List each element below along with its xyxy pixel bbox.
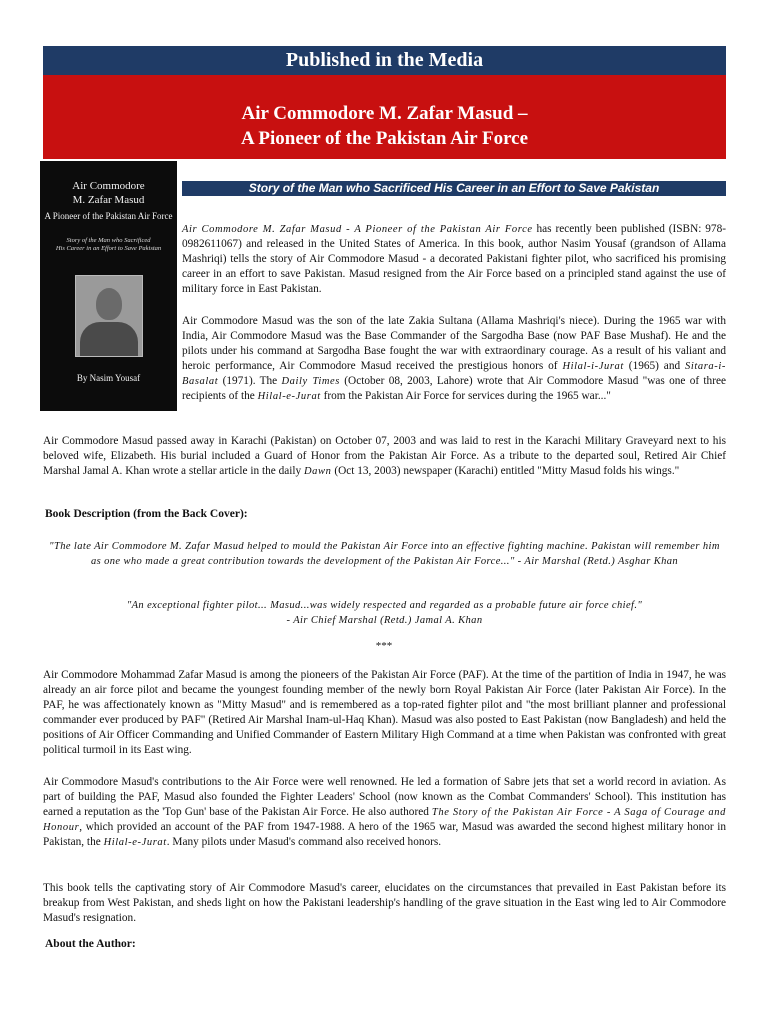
about-author-heading: About the Author: bbox=[45, 938, 136, 950]
intro-p1-text: has recently been published (ISBN: 978-0982611067) and released in the United States of America. In this book, author Nasim Yousaf (grandson of Allama Mashriqi) tells the story of Air Commodore Masud - a decorated Pakistani fighter pilot, who sacrificed his promising career in an effort to save Pakistan. Masud resigned from the Air Force based on a principled stand against the use of military force in East Pakistan. bbox=[182, 223, 726, 295]
separator-stars: *** bbox=[375, 640, 393, 652]
intro-paragraph-1 bbox=[182, 222, 726, 297]
p2-sitara: Sitara-i-Basalat bbox=[182, 361, 726, 387]
portrait-shoulders bbox=[80, 322, 138, 357]
cover-title-line-2: M. Zafar Masud bbox=[72, 194, 145, 206]
quote-jamal-khan-attribution: - Air Chief Marshal (Retd.) Jamal A. Khan bbox=[286, 615, 483, 626]
p2-text-d: (October 08, 2003, Lahore) wrote that Air Commodore Masud "was one of three recipients of the bbox=[182, 375, 726, 402]
book-cover-image bbox=[40, 161, 177, 411]
ac2-text-a: Air Commodore Masud's contributions to the Air Force were well renowned. He led a formation of Sabre jets that set a world record in aviation. As part of building the PAF, Masud also founded the Fighter Leaders' School (now known as the Combat Commanders' School). This institution has earned a reputation as the 'Top Gun' base of the Pakistan Air Force. He also authored bbox=[43, 776, 726, 818]
p2-daily-times: Daily Times bbox=[281, 376, 340, 387]
section-label: Published in the Media bbox=[285, 49, 484, 71]
p3-dawn: Dawn bbox=[304, 466, 332, 477]
book-description-heading: Book Description (from the Back Cover): bbox=[45, 508, 248, 520]
title-line-2: A Pioneer of the Pakistan Air Force bbox=[240, 128, 529, 149]
cover-subtitle: A Pioneer of the Pakistan Air Force bbox=[44, 211, 173, 221]
body-paragraph-3: This book tells the captivating story of Air Commodore Masud's career, elucidates on the circumstances that prevailed in East Pakistan before its breakup from West Pakistan, and sheds light on how the Pakistani leadership's handling of the grave situation in the East wing led to Air Commodore Masud's resignation. bbox=[43, 882, 726, 924]
cover-title bbox=[40, 179, 177, 207]
body-paragraph-2 bbox=[43, 775, 726, 850]
intro-paragraph-2 bbox=[182, 314, 726, 404]
quote-jamal-khan bbox=[43, 598, 726, 628]
title-banner bbox=[43, 75, 726, 159]
cover-tagline bbox=[46, 237, 171, 253]
cover-tagline-line-2: His Career in an Effort to Save Pakistan bbox=[55, 245, 162, 252]
cover-author: By Nasim Yousaf bbox=[76, 373, 141, 383]
cover-title-line-1: Air Commodore bbox=[72, 180, 145, 192]
quote-asghar-khan: "The late Air Commodore M. Zafar Masud helped to mould the Pakistan Air Force into an effective fighting machine. Pakistan will remember him as one who made a great contribution towards the development of the Pakistan Air Force..." - Air Marshal (Retd.) Asghar Khan bbox=[49, 541, 720, 567]
p2-text-a: Air Commodore Masud was the son of the late Zakia Sultana (Allama Mashriqi's niece). During the 1965 war with India, Air Commodore Masud was the Base Commander of the Sargodha Base (now PAF Base Mushaf). He and the pilots under his command at Sargodha Base fought the war with extraordinary courage. As a result of his valiant and heroic performance, Air Commodore Masud received the prestigious honors of bbox=[182, 315, 726, 372]
ac2-text-c: . Many pilots under Masud's command also received honors. bbox=[166, 836, 442, 848]
p2-text-b: (1965) and bbox=[623, 360, 686, 372]
ac2-hilal: Hilal-e-Jurat bbox=[103, 837, 167, 848]
intro-paragraph-3 bbox=[43, 434, 726, 479]
p2-hilal-2: Hilal-e-Jurat bbox=[257, 391, 321, 402]
p3-text-a: Air Commodore Masud passed away in Karachi (Pakistan) on October 07, 2003 and was laid to rest in the Karachi Military Graveyard next to his beloved wife, Elizabeth. His burial included a Guard of Honor from the Pakistan Air Force. As a tribute to the departed soul, Retired Air Chief Marshal Jamal A. Khan wrote a stellar article in the daily bbox=[43, 435, 726, 477]
portrait-photo bbox=[75, 275, 143, 357]
section-header bbox=[43, 46, 726, 75]
p2-hilal: Hilal-i-Jurat bbox=[562, 361, 624, 372]
p3-text-b: (Oct 13, 2003) newspaper (Karachi) entitled "Mitty Masud folds his wings." bbox=[331, 465, 680, 477]
ac2-book-title: The Story of the Pakistan Air Force - A Saga of Courage and Honour bbox=[43, 807, 726, 833]
book-title-italic: Air Commodore M. Zafar Masud - A Pioneer of the Pakistan Air Force bbox=[182, 224, 533, 235]
cover-tagline-line-1: Story of the Man who Sacrificed bbox=[66, 237, 151, 244]
story-banner: Story of the Man who Sacrificed His Career in an Effort to Save Pakistan bbox=[182, 181, 726, 196]
portrait-face bbox=[96, 288, 122, 320]
ac2-text-b: , which provided an account of the PAF from 1947-1988. A hero of the 1965 war, Masud was awarded the second highest military honor in Pakistan, the bbox=[43, 821, 726, 848]
title-line-1: Air Commodore M. Zafar Masud – bbox=[241, 103, 528, 124]
body-paragraph-1: Air Commodore Mohammad Zafar Masud is among the pioneers of the Pakistan Air Force (PAF). At the time of the partition of India in 1947, he was already an air force pilot and became the youngest founding member of the newly born Royal Pakistan Air Force (later Pakistan Air Force). In the PAF, he was affectionately known as "Mitty Masud" and is remembered as a top-rated fighter pilot and "the most brilliant planner and professional commander ever produced by PAF" (Retired Air Marshal Inam-ul-Haq Khan). Masud was also posted to East Pakistan (now Bangladesh) and held the positions of Air Officer Commanding and Unified Commander of Eastern Military High Command at a time when Pakistan was confronted with great political turmoil in its East wing. bbox=[43, 669, 726, 756]
p2-text-c: (1971). The bbox=[218, 375, 282, 387]
p2-text-e: from the Pakistan Air Force for services during the 1965 war..." bbox=[320, 390, 611, 402]
quote-jamal-khan-text: "An exceptional fighter pilot... Masud...was widely respected and regarded as a probable future air force chief." bbox=[126, 600, 643, 611]
